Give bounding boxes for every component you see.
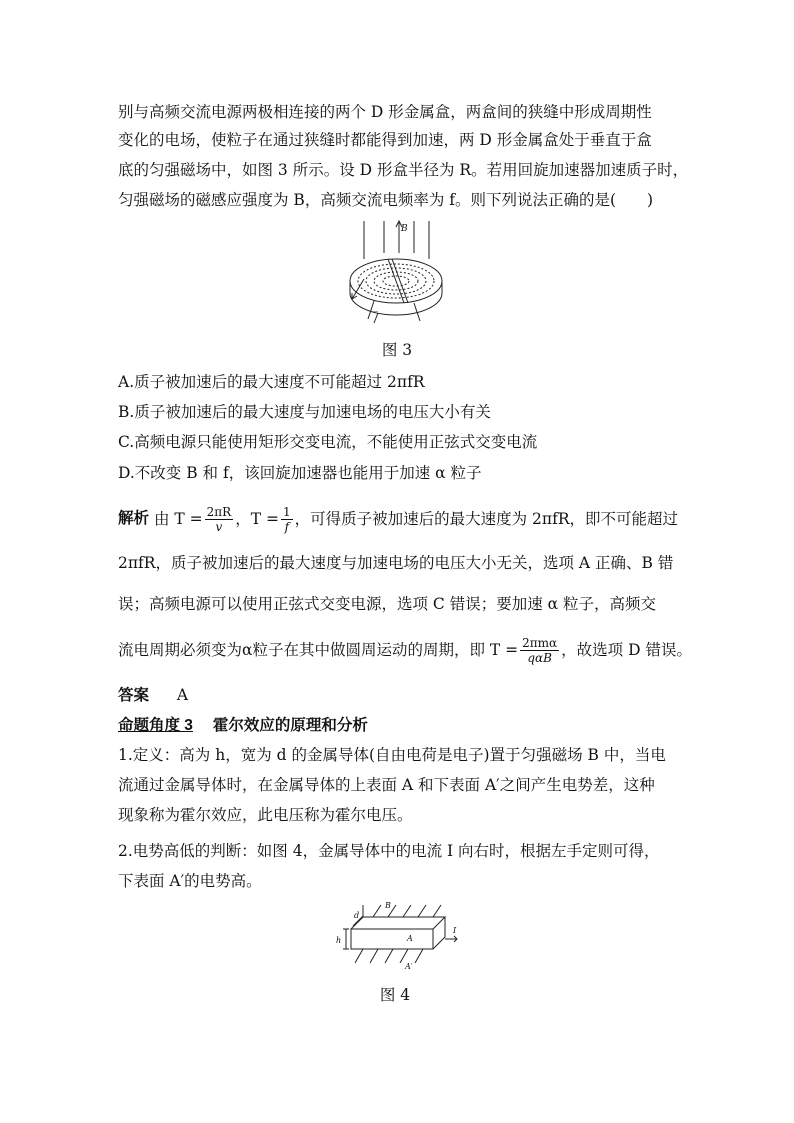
hall-judgement-line-1: 2.电势高低的判断：如图 4，金属导体中的电流 I 向右时，根据左手定则可得，: [118, 842, 660, 860]
intro-line-4: 匀强磁场的磁感应强度为 B，高频交流电频率为 f。则下列说法正确的是( ): [118, 191, 654, 209]
fig4-label-i: I: [453, 926, 457, 935]
option-a: A.质子被加速后的最大速度不可能超过 2πfR: [118, 373, 425, 391]
figure-3-caption: 图 3: [381, 341, 413, 359]
fraction-numerator: 2πmα: [522, 635, 558, 650]
analysis-label: 解析: [118, 510, 150, 527]
figure-3-cyclotron: [344, 219, 449, 327]
hall-judgement-line-2: 下表面 A′的电势高。: [118, 872, 262, 890]
fig3-label-minus: －: [370, 308, 380, 318]
intro-line-1: 别与高频交流电源两极相连接的两个 D 形金属盒，两盒间的狭缝中形成周期性: [118, 103, 652, 121]
section-title: [118, 714, 678, 737]
fraction-t-2pir-over-v: [205, 505, 234, 534]
analysis-line-4: [118, 630, 692, 670]
fraction-t-1-over-f: [281, 505, 293, 534]
fig4-label-a-prime: A′: [405, 962, 413, 971]
analysis-text-l4-pre: 流电周期必须变为α粒子在其中做圆周运动的周期，即 T =: [118, 641, 519, 659]
fraction-denominator: v: [215, 519, 223, 534]
figure-4-hall-conductor: [333, 899, 463, 977]
fraction-denominator: f: [284, 519, 290, 534]
analysis-line-2: 2πfR，质子被加速后的最大速度与加速电场的电压大小无关，选项 A 正确、B 错: [118, 554, 674, 572]
fig4-label-h: h: [336, 936, 342, 945]
figure-4-caption: 图 4: [379, 986, 411, 1004]
hall-definition-line-2: 流通过金属导体时，在金属导体的上表面 A 和下表面 A′之间产生电势差，这种: [118, 776, 655, 794]
section-title-rest: 霍尔效应的原理和分析: [212, 717, 368, 734]
answer-line: [118, 684, 678, 707]
option-c: C.高频电源只能使用矩形交变电流，不能使用正弦式交变电流: [118, 433, 538, 451]
fig4-label-d: d: [354, 911, 360, 920]
intro-line-3: 底的匀强磁场中，如图 3 所示。设 D 形盒半径为 R。若用回旋加速器加速质子时，: [118, 161, 689, 179]
fraction-numerator: 2πR: [206, 504, 232, 519]
intro-line-2: 变化的电场，使粒子在通过狭缝时都能得到加速，两 D 形金属盒处于垂直于盒: [118, 131, 652, 149]
fraction-numerator: 1: [282, 504, 291, 519]
hall-definition-line-3: 现象称为霍尔效应，此电压称为霍尔电压。: [118, 806, 413, 824]
option-d: D.不改变 B 和 f，该回旋加速器也能用于加速 α 粒子: [118, 464, 482, 482]
analysis-line-3: 误；高频电源可以使用正弦式交变电源，选项 C 错误；要加速 α 粒子，高频交: [118, 595, 657, 613]
analysis-text-l4-post: ，故选项 D 错误。: [561, 641, 692, 659]
fig4-label-b: B: [385, 901, 391, 910]
answer-value: A: [176, 686, 189, 704]
analysis-text-mid: ，T =: [235, 510, 279, 528]
analysis-text-pre: 由 T =: [153, 510, 203, 528]
analysis-text-post: ，可得质子被加速后的最大速度为 2πfR，即不可能超过: [294, 510, 678, 528]
fraction-alpha-period: [520, 636, 559, 665]
answer-label: 答案: [118, 687, 150, 704]
fraction-denominator: qαB: [527, 650, 552, 665]
fig3-label-b: B: [401, 224, 408, 234]
fig4-label-a: A: [407, 934, 413, 943]
analysis-line-1: [118, 499, 678, 539]
option-b: B.质子被加速后的最大速度与加速电场的电压大小有关: [118, 403, 491, 421]
hall-definition-line-1: 1.定义：高为 h，宽为 d 的金属导体(自由电荷是电子)置于匀强磁场 B 中，当电: [118, 746, 666, 764]
section-title-underlined: 命题角度 3: [118, 717, 193, 734]
